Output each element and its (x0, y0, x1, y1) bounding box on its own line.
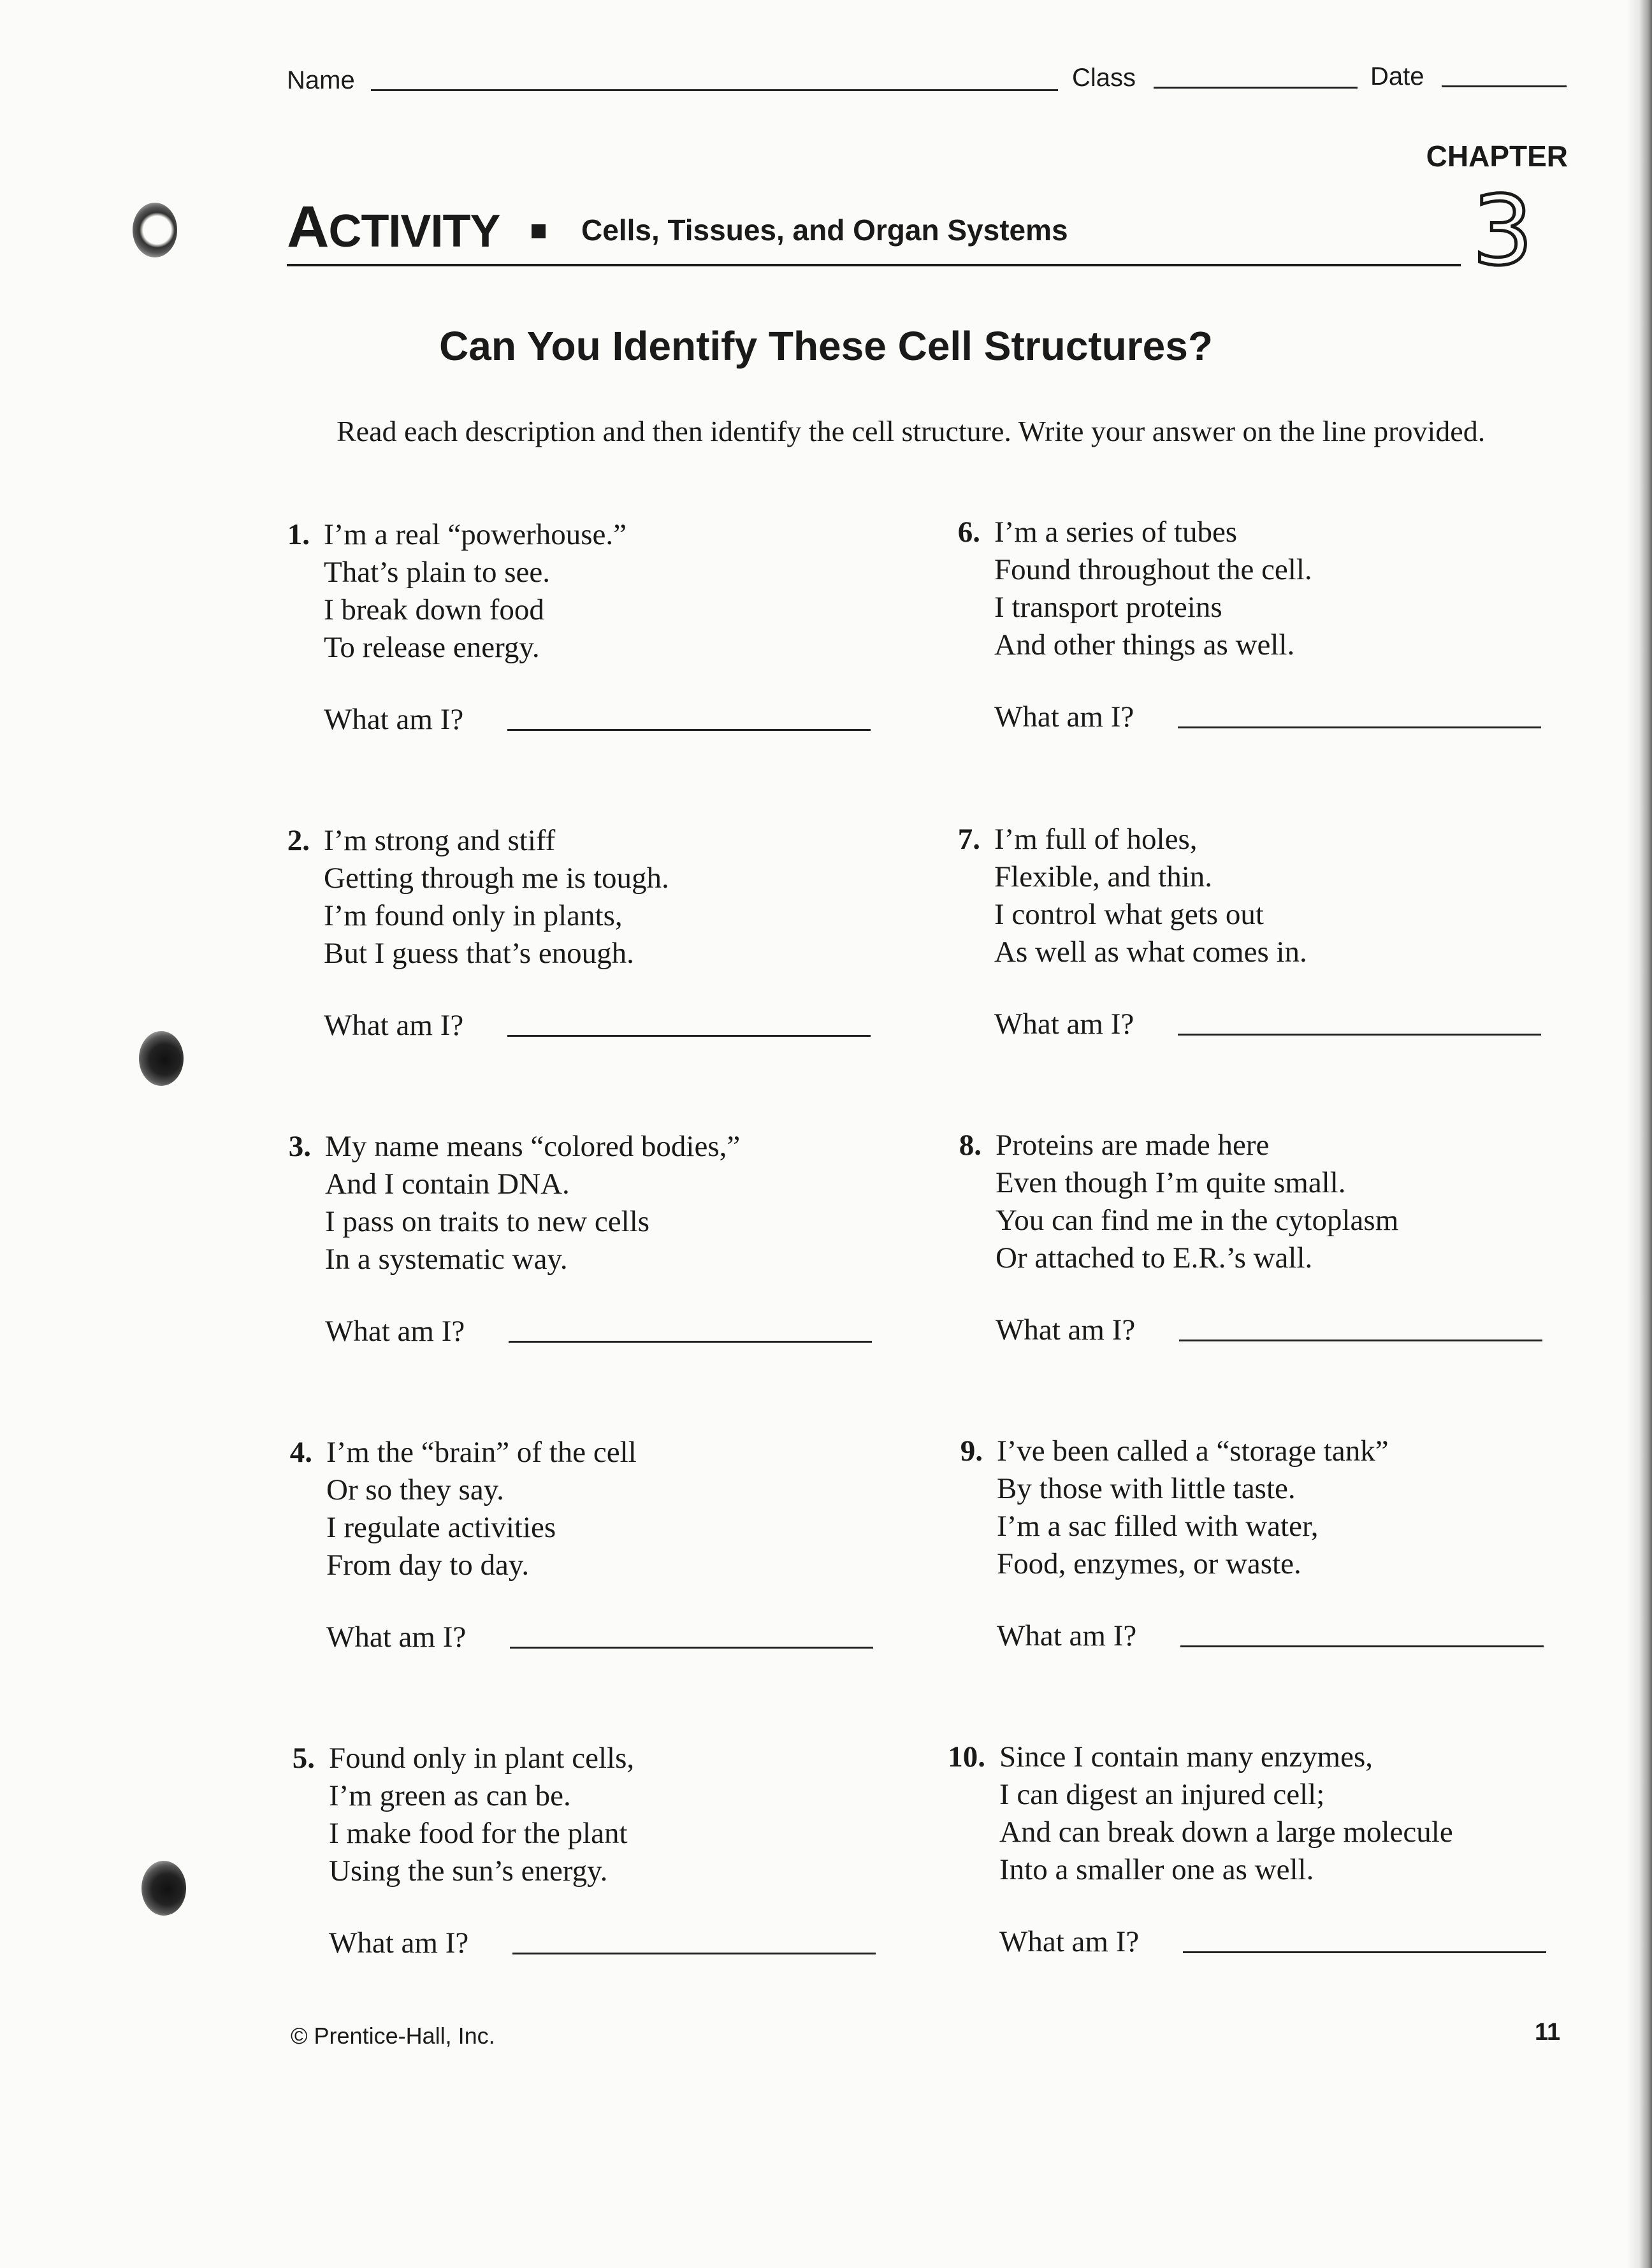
question-number: 8. (959, 1129, 982, 1162)
riddle-line: But I guess that’s enough. (324, 937, 634, 970)
page-title: Can You Identify These Cell Structures? (439, 323, 1213, 369)
riddle-line: My name means “colored bodies,” (325, 1130, 741, 1163)
riddle-line: I’ve been called a “storage tank” (997, 1434, 1389, 1468)
riddle-line: I pass on traits to new cells (325, 1205, 650, 1238)
riddle-line: Or so they say. (326, 1473, 504, 1506)
riddle-line: I control what gets out (994, 898, 1264, 931)
question-number: 6. (957, 516, 980, 549)
riddle-line: Proteins are made here (996, 1129, 1270, 1162)
question-number: 3. (288, 1130, 311, 1163)
riddle-line: Food, enzymes, or waste. (997, 1547, 1301, 1580)
question-number: 7. (957, 823, 980, 856)
riddle-line: I’m a real “powerhouse.” (324, 518, 627, 551)
chapter-number: 3 (1472, 176, 1533, 287)
question-number: 2. (287, 824, 310, 857)
answer-line-6[interactable] (1178, 726, 1541, 728)
riddle-line: In a systematic way. (325, 1243, 568, 1276)
page-number: 11 (1535, 2019, 1561, 2046)
riddle-line: To release energy. (324, 631, 540, 664)
punch-hole-middle (139, 1031, 184, 1086)
riddle-line: Found throughout the cell. (994, 553, 1312, 586)
chapter-label: CHAPTER (1426, 140, 1568, 173)
answer-line-5[interactable] (512, 1953, 876, 1954)
date-field[interactable] (1442, 85, 1567, 87)
riddle-line: You can find me in the cytoplasm (996, 1204, 1399, 1237)
bullet-square (532, 224, 546, 238)
riddle-line: That’s plain to see. (324, 556, 551, 589)
name-label: Name (287, 66, 355, 94)
riddle-line: I regulate activities (326, 1511, 556, 1544)
riddle-line: I’m green as can be. (329, 1779, 571, 1812)
name-field[interactable] (371, 89, 1058, 91)
riddle-line: I break down food (324, 593, 544, 626)
what-am-i-prompt: What am I? (994, 700, 1134, 733)
punch-hole-bottom (141, 1861, 186, 1916)
activity-subtitle: Cells, Tissues, and Organ Systems (581, 213, 1068, 247)
riddle-line: From day to day. (326, 1549, 530, 1582)
answer-line-8[interactable] (1179, 1340, 1542, 1341)
riddle-line: I can digest an injured cell; (999, 1778, 1325, 1811)
riddle-line: Flexible, and thin. (994, 860, 1213, 893)
riddle-line: Even though I’m quite small. (996, 1166, 1346, 1199)
answer-line-7[interactable] (1178, 1034, 1541, 1036)
riddle-line: I’m a sac filled with water, (997, 1510, 1319, 1543)
riddle-line: I make food for the plant (329, 1817, 628, 1850)
class-field[interactable] (1154, 87, 1358, 89)
question-number: 9. (960, 1434, 983, 1468)
what-am-i-prompt: What am I? (997, 1619, 1137, 1652)
riddle-line: Or attached to E.R.’s wall. (996, 1241, 1313, 1275)
answer-line-4[interactable] (510, 1647, 873, 1649)
what-am-i-prompt: What am I? (324, 1009, 464, 1042)
what-am-i-prompt: What am I? (325, 1315, 465, 1348)
what-am-i-prompt: What am I? (326, 1621, 467, 1654)
what-am-i-prompt: What am I? (996, 1313, 1136, 1347)
riddle-line: I’m full of holes, (994, 823, 1198, 856)
riddle-line: Since I contain many enzymes, (999, 1740, 1373, 1773)
answer-line-9[interactable] (1180, 1645, 1544, 1647)
what-am-i-prompt: What am I? (999, 1925, 1140, 1958)
question-number: 1. (287, 518, 310, 551)
header-rule (287, 264, 1461, 266)
riddle-line: I’m a series of tubes (994, 516, 1238, 549)
question-number: 4. (289, 1436, 312, 1469)
what-am-i-prompt: What am I? (324, 703, 464, 736)
class-label: Class (1072, 64, 1136, 92)
activity-heading (287, 194, 500, 259)
riddle-line: Getting through me is tough. (324, 862, 669, 895)
question-number: 5. (292, 1742, 315, 1775)
question-number: 10. (948, 1740, 985, 1773)
riddle-line: Using the sun’s energy. (329, 1854, 608, 1888)
answer-line-2[interactable] (507, 1035, 871, 1037)
instructions-text: Read each description and then identify the cell structure. Write your answer on the line provided. (337, 415, 1486, 447)
riddle-line: And I contain DNA. (325, 1167, 570, 1201)
riddle-line: And other things as well. (994, 628, 1295, 661)
riddle-line: I’m the “brain” of the cell (326, 1436, 637, 1469)
riddle-line: I transport proteins (994, 591, 1222, 624)
riddle-line: I’m found only in plants, (324, 899, 623, 932)
answer-line-1[interactable] (507, 729, 871, 731)
what-am-i-prompt: What am I? (994, 1008, 1134, 1041)
answer-line-3[interactable] (509, 1341, 872, 1343)
riddle-line: Found only in plant cells, (329, 1742, 635, 1775)
activity-first-letter: A (287, 194, 329, 259)
riddle-line: I’m strong and stiff (324, 824, 556, 857)
riddle-line: Into a smaller one as well. (999, 1853, 1314, 1886)
riddle-line: By those with little taste. (997, 1472, 1296, 1505)
what-am-i-prompt: What am I? (329, 1926, 469, 1960)
riddle-line: And can break down a large molecule (999, 1816, 1453, 1849)
riddle-line: As well as what comes in. (994, 935, 1307, 969)
activity-rest: CTIVITY (328, 206, 500, 257)
date-label: Date (1370, 62, 1424, 90)
punch-hole-top (133, 203, 177, 257)
copyright: © Prentice-Hall, Inc. (291, 2023, 495, 2049)
answer-line-10[interactable] (1183, 1951, 1546, 1953)
instructions (288, 412, 1525, 451)
